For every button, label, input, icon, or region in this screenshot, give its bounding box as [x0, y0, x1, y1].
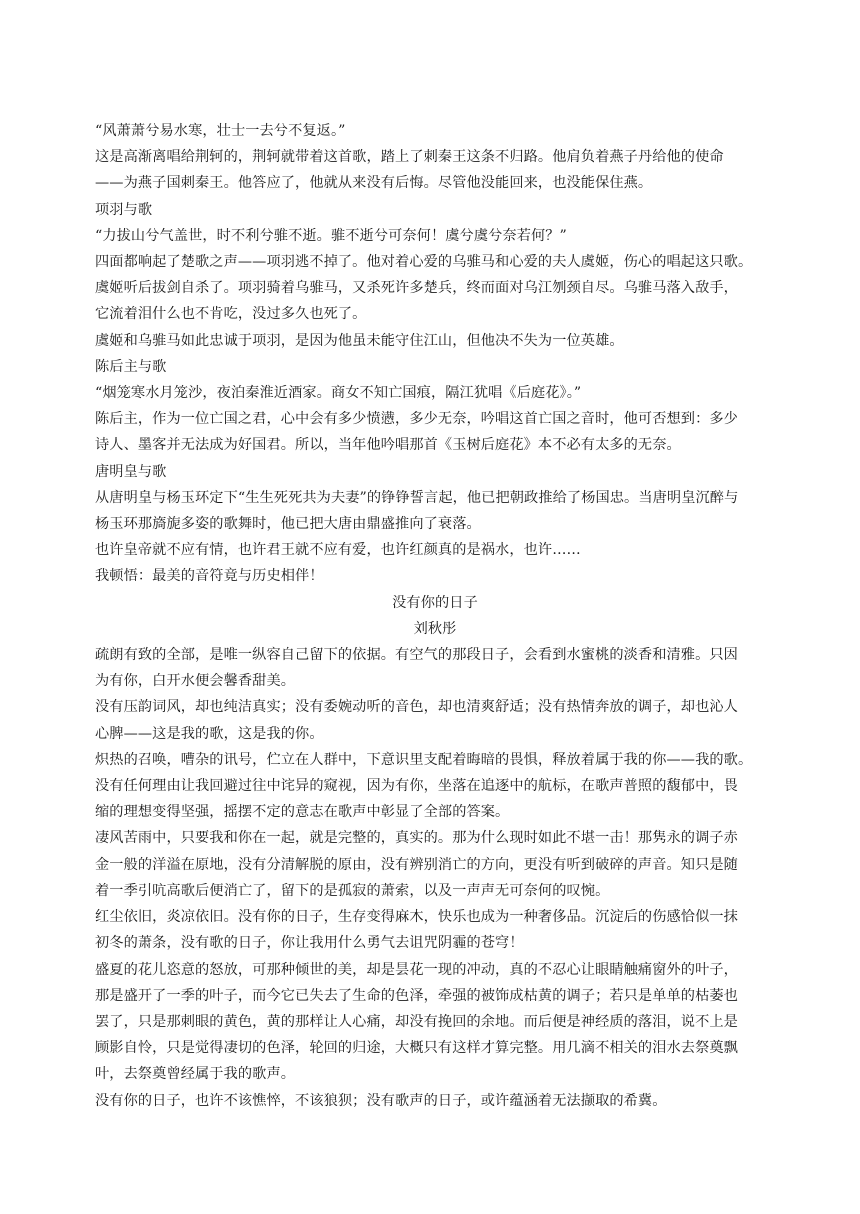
- body-line: 初冬的萧条，没有歌的日子，你让我用什么勇气去诅咒阴霾的苍穹！: [95, 935, 524, 952]
- body-line: 罢了，只是那刺眼的黄色，黄的那样让人心痛，却没有挽回的余地。而后便是神经质的落泪，说不上是: [95, 1013, 738, 1030]
- body-line: 没有任何理由让我回避过往中诧异的窥视，因为有你，坐落在追逐中的航标，在歌声普照的馥郁中，畏: [95, 778, 738, 795]
- section-heading: 陈后主与歌: [95, 358, 167, 375]
- body-line: 那是盛开了一季的叶子，而今它已失去了生命的色泽，牵强的被饰成枯黄的调子；若只是单单的枯萎也: [95, 987, 738, 1004]
- body-line: 四面都响起了楚歌之声——项羽逃不掉了。他对着心爱的乌骓马和心爱的夫人虞姬，伤心的唱起这只歌。: [95, 254, 753, 271]
- body-line: 没有压韵词风，却也纯洁真实；没有委婉动听的音色，却也清爽舒适；没有热情奔放的调子，却也沁人: [95, 699, 738, 716]
- section-heading: 唐明皇与歌: [95, 463, 167, 480]
- body-line: 杨玉环那旖旎多姿的歌舞时，他已把大唐由鼎盛推向了衰落。: [95, 516, 481, 533]
- body-line: 金一般的洋溢在原地，没有分清解脱的原由，没有辨别消亡的方向，更没有听到破碎的声音。知只是随: [95, 856, 738, 873]
- body-line: ——为燕子国刺秦王。他答应了，他就从来没有后悔。尽管他没能回来，也没能保住燕。: [95, 175, 653, 192]
- article-author: 刘秋彤: [413, 620, 457, 637]
- document-body: [95, 118, 775, 1114]
- body-line: 没有你的日子，也许不该憔悴，不该狼狈；没有歌声的日子，或许蕴涵着无法撷取的希冀。: [95, 1092, 667, 1109]
- article-title: 没有你的日子: [392, 594, 478, 611]
- body-line: 心脾——这是我的歌，这是我的你。: [95, 725, 324, 742]
- body-line: 虞姬听后拔剑自杀了。项羽骑着乌骓马，又杀死许多楚兵，终而面对乌江刎颈自尽。乌骓马落入敌手，: [95, 280, 738, 297]
- body-line: 红尘依旧，炎凉依旧。没有你的日子，生存变得麻木，快乐也成为一种奢侈品。沉淀后的伤感恰似一抹: [95, 909, 738, 926]
- body-line: 为有你，白开水便会馨香甜美。: [95, 673, 296, 690]
- body-line: 着一季引吭高歌后便消亡了，留下的是孤寂的萧索，以及一声声无可奈何的叹惋。: [95, 882, 610, 899]
- body-line: 从唐明皇与杨玉环定下“生生死死共为夫妻”的铮铮誓言起，他已把朝政推给了杨国忠。当唐明皇沉醉与: [95, 489, 739, 506]
- body-line: 凄风苦雨中，只要我和你在一起，就是完整的，真实的。那为什么现时如此不堪一击！那隽永的调子赤: [95, 830, 738, 847]
- body-line: 虞姬和乌骓马如此忠诚于项羽，是因为他虽未能守住江山，但他决不失为一位英雄。: [95, 332, 624, 349]
- section-heading: 项羽与歌: [95, 201, 153, 218]
- quote-line: “烟笼寒水月笼沙，夜泊秦淮近酒家。商女不知亡国痕，隔江犹唱《后庭花》。”: [95, 385, 582, 402]
- body-line: 疏朗有致的全部，是唯一纵容自己留下的依据。有空气的那段日子，会看到水蜜桃的淡香和清雅。只因: [95, 647, 738, 664]
- body-line: 陈后主，作为一位亡国之君，心中会有多少愤懑，多少无奈，吟唱这首亡国之音时，他可否想到：多少: [95, 411, 738, 428]
- quote-line: “风萧萧兮易水寒，壮士一去兮不复返。”: [95, 123, 346, 139]
- quote-line: “力拔山兮气盖世，时不利兮骓不逝。骓不逝兮可奈何！虞兮虞兮奈若何？”: [95, 227, 567, 244]
- body-line: 这是高渐离唱给荆轲的，荆轲就带着这首歌，踏上了刺秦王这条不归路。他肩负着燕子丹给他的使命: [95, 149, 724, 166]
- body-line: 也许皇帝就不应有情，也许君王就不应有爱，也许红颜真的是祸水，也许……: [95, 542, 581, 559]
- body-line: 我顿悟：最美的音符竟与历史相伴！: [95, 568, 324, 585]
- body-line: 它流着泪什么也不肯吃，没过多久也死了。: [95, 306, 367, 323]
- body-line: 炽热的召唤，嘈杂的讯号，伫立在人群中，下意识里支配着晦暗的畏惧，释放着属于我的你——我的歌。: [95, 751, 753, 768]
- body-line: 诗人、墨客并无法成为好国君。所以，当年他吟唱那首《玉树后庭花》本不必有太多的无奈。: [95, 437, 681, 454]
- body-line: 顾影自怜，只是觉得凄切的色泽，轮回的归途，大概只有这样才算完整。用几滴不相关的泪水去祭奠飘: [95, 1040, 738, 1057]
- body-line: 叶，去祭奠曾经属于我的歌声。: [95, 1066, 296, 1083]
- body-line: 缩的理想变得坚强，摇摆不定的意志在歌声中彰显了全部的答案。: [95, 804, 510, 821]
- body-line: 盛夏的花儿恣意的怒放，可那种倾世的美，却是昙花一现的冲动，真的不忍心让眼睛触痛窗外的叶子，: [95, 961, 738, 978]
